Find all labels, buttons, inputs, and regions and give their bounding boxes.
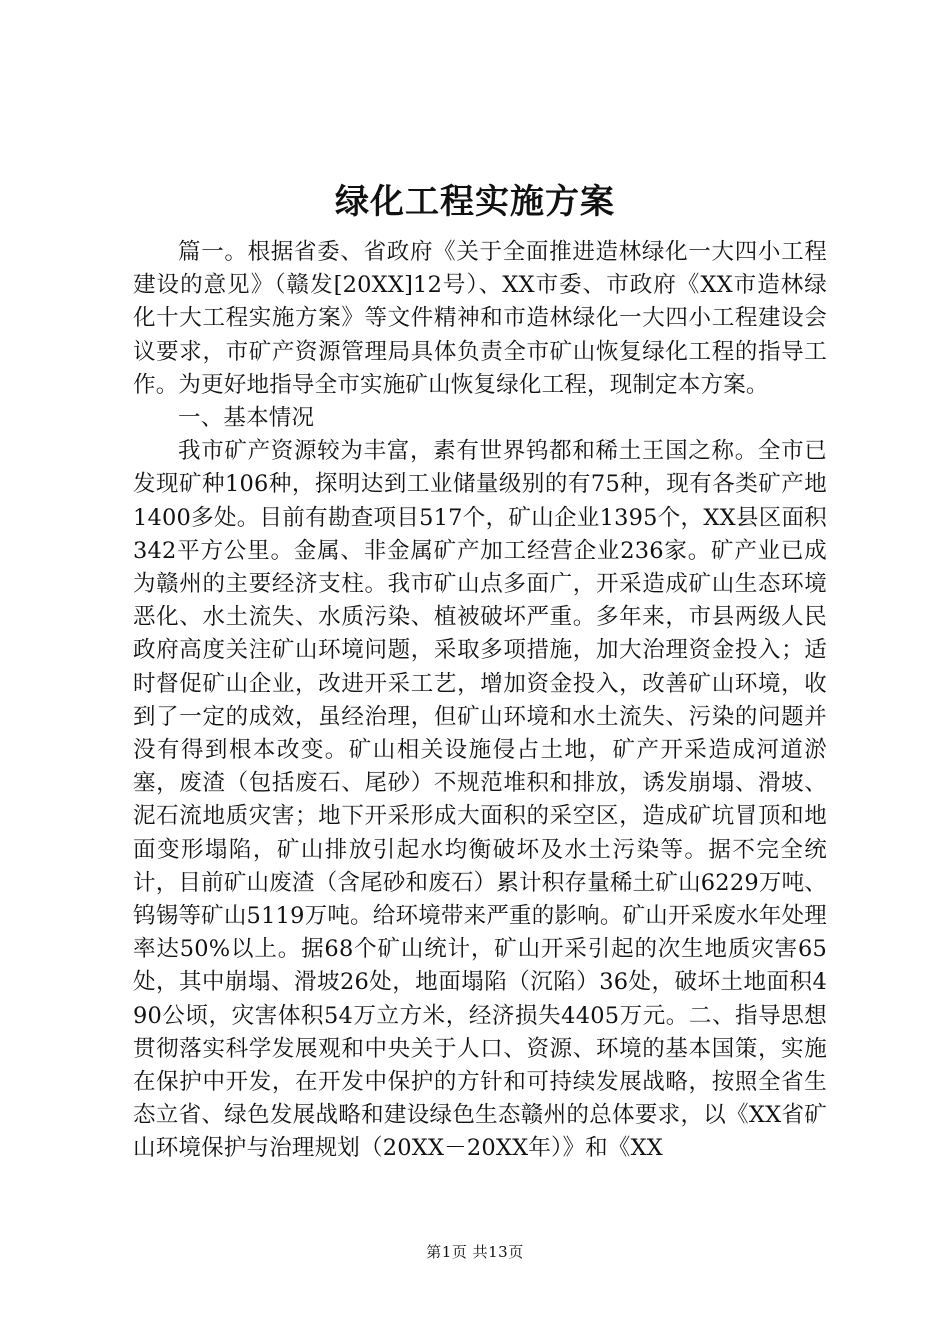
page-footer: 第1页 共13页: [426, 1243, 524, 1261]
section-heading-basic-situation: 一、基本情况: [178, 405, 315, 432]
paragraph-intro: 篇一。根据省委、省政府《关于全面推进造林绿化一大四小工程建设的意见》（赣发[20XX]12号）、XX市委、市政府《XX市造林绿化十大工程实施方案》等文件精神和市造林绿化一大四小工程建设会议要求，市矿产资源管理局具体负责全市矿山恢复绿化工程的指导工作。为更好地指导全市实施矿山恢复绿化工程，现制定本方案。: [133, 239, 827, 398]
paragraph-basic-situation: 我市矿产资源较为丰富，素有世界钨都和稀土王国之称。全市已发现矿种106种，探明达到工业储量级别的有75种，现有各类矿产地1400多处。目前有勘查项目517个，矿山企业1395个，XX县区面积342平方公里。金属、非金属矿产加工经营企业236家。矿产业已成为赣州的主要经济支柱。我市矿山点多面广，开采造成矿山生态环境恶化、水土流失、水质污染、植被破坏严重。多年来，市县两级人民政府高度关注矿山环境问题，采取多项措施，加大治理资金投入；适时督促矿山企业，改进开采工艺，增加资金投入，改善矿山环境，收到了一定的成效，虽经治理，但矿山环境和水土流失、污染的问题并没有得到根本改变。矿山相关设施侵占土地，矿产开采造成河道淤塞，废渣（包括废石、尾砂）不规范堆积和排放，诱发崩塌、滑坡、泥石流地质灾害；地下开采形成大面积的采空区，造成矿坑冒顶和地面变形塌陷，矿山排放引起水均衡破坏及水土污染等。据不完全统计，目前矿山废渣（含尾砂和废石）累计积存量稀土矿山6229万吨、钨锡等矿山5119万吨。给环境带来严重的影响。矿山开采废水年处理率达50%以上。据68个矿山统计，矿山开采引起的次生地质灾害65处，其中崩塌、滑坡26处，地面塌陷（沉陷）36处，破坏土地面积490公顷，灾害体积54万立方米，经济损失4405万元。二、指导思想贯彻落实科学发展观和中央关于人口、资源、环境的基本国策，实施在保护中开发，在开发中保护的方针和可持续发展战略，按照全省生态立省、绿色发展战略和建设绿色生态赣州的总体要求，以《XX省矿山环境保护与治理规划（20XX－20XX年）》和《XX: [133, 438, 827, 1162]
document-body: [133, 236, 827, 1166]
document-title: 绿化工程实施方案: [335, 182, 615, 222]
